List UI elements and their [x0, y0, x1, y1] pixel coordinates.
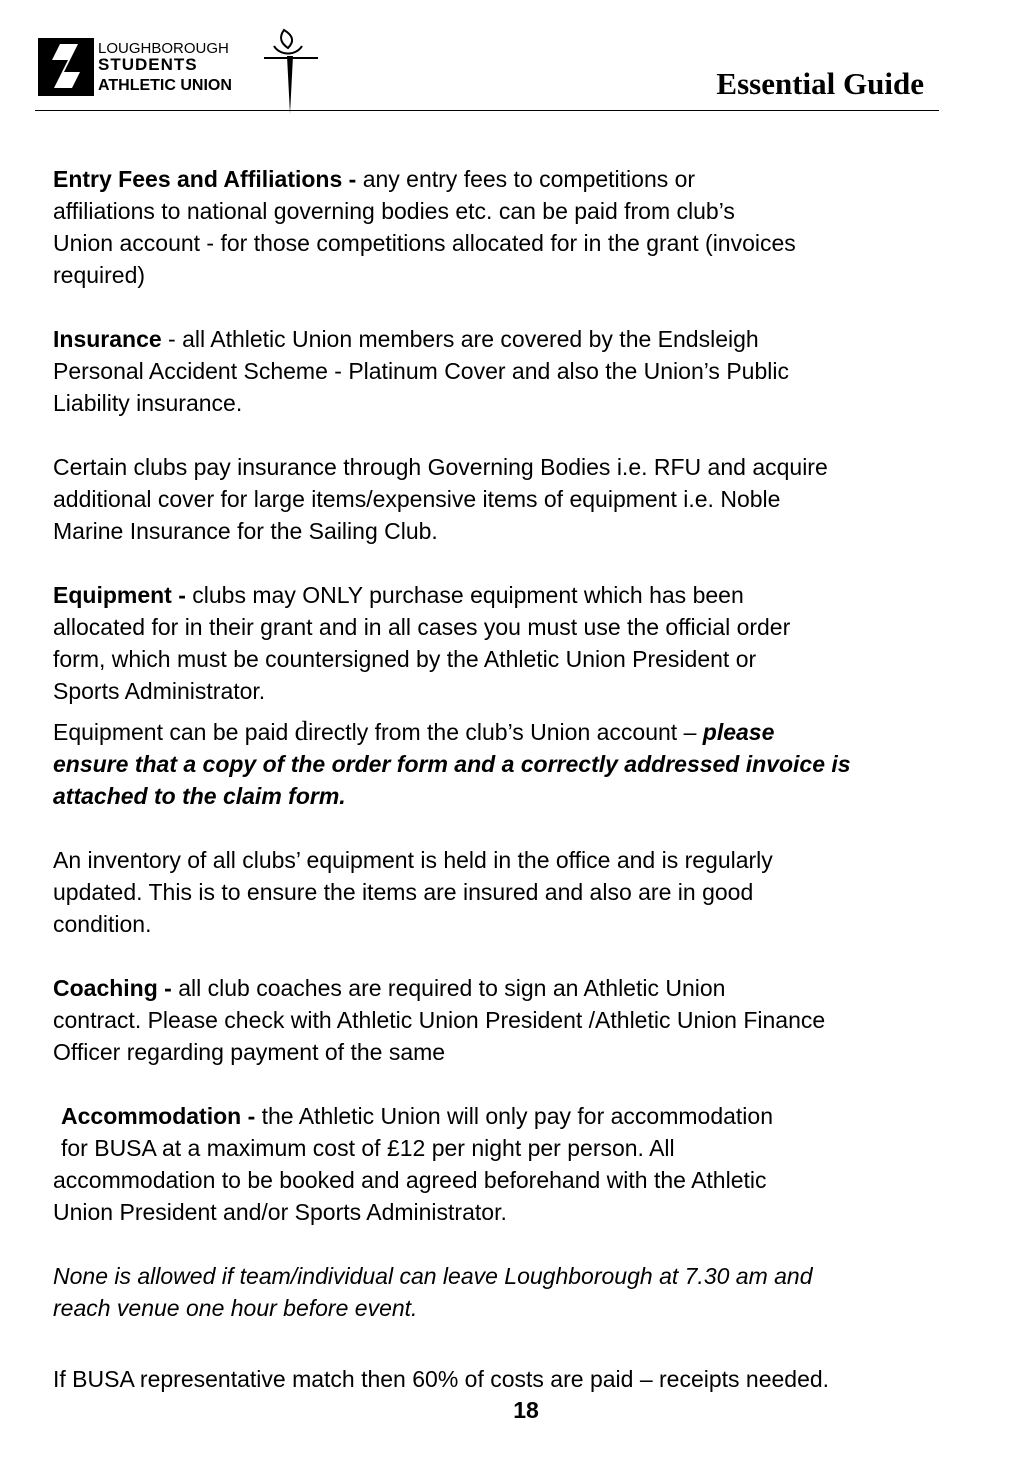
accommodation-line4: Union President and/or Sports Administrator. [53, 1199, 507, 1225]
coaching-heading: Coaching - [53, 975, 172, 1001]
accommodation-line3: accommodation to be booked and agreed beforehand with the Athletic [53, 1167, 767, 1193]
coaching-line1: all club coaches are required to sign an Athletic Union [171, 975, 726, 1001]
none-allowed-line1: None is allowed if team/individual can leave Loughborough at 7.30 am and [53, 1263, 813, 1289]
equipment-paid-emph3: attached to the claim form. [53, 783, 346, 809]
busa-line1: If BUSA representative match then 60% of costs are paid – receipts needed. [53, 1366, 830, 1392]
entry-fees-line4: required) [53, 262, 146, 288]
inventory-line3: condition. [53, 911, 152, 937]
equipment-line4: Sports Administrator. [53, 678, 266, 704]
equipment-paid-emph1: please [702, 719, 775, 745]
none-allowed-paragraph [53, 1260, 983, 1324]
insurance-heading: Insurance [53, 326, 162, 352]
accommodation-paragraph [53, 1100, 983, 1228]
torch-emblem-icon [264, 30, 318, 114]
equipment-paid-emph2: ensure that a copy of the order form and a correctly addressed invoice is [53, 751, 851, 777]
page-header [0, 0, 1024, 115]
logo-line1: LOUGHBOROUGH [98, 40, 229, 57]
equipment-line2: allocated for in their grant and in all cases you must use the official order [53, 614, 791, 640]
equipment-paid-d: d [294, 716, 309, 746]
certain-clubs-line1: Certain clubs pay insurance through Governing Bodies i.e. RFU and acquire [53, 454, 828, 480]
document-body [53, 163, 983, 1395]
equipment-paid-paragraph [53, 715, 983, 812]
coaching-line3: Officer regarding payment of the same [53, 1039, 446, 1065]
header-divider [35, 110, 939, 111]
equipment-heading: Equipment - [53, 582, 186, 608]
inventory-paragraph [53, 844, 983, 940]
coaching-paragraph [53, 972, 983, 1068]
entry-fees-line1: any entry fees to competitions or [356, 166, 696, 192]
entry-fees-heading: Entry Fees and Affiliations - [53, 166, 357, 192]
certain-clubs-paragraph [53, 451, 983, 547]
inventory-line2: updated. This is to ensure the items are insured and also are in good [53, 879, 754, 905]
equipment-paid-pre: Equipment can be paid [53, 719, 295, 745]
certain-clubs-line2: additional cover for large items/expensive items of equipment i.e. Noble [53, 486, 781, 512]
accommodation-heading: Accommodation - [61, 1103, 256, 1129]
coaching-line2: contract. Please check with Athletic Union President /Athletic Union Finance [53, 1007, 826, 1033]
logo [38, 26, 328, 116]
accommodation-line1: the Athletic Union will only pay for accommodation [255, 1103, 773, 1129]
logo-s-badge-icon [38, 38, 94, 96]
entry-fees-line2: affiliations to national governing bodies etc. can be paid from club’s [53, 198, 735, 224]
insurance-paragraph [53, 323, 983, 419]
equipment-paid-post: irectly from the club’s Union account – [308, 719, 703, 745]
none-allowed-line2: reach venue one hour before event. [53, 1295, 418, 1321]
insurance-line3: Liability insurance. [53, 390, 243, 416]
certain-clubs-line3: Marine Insurance for the Sailing Club. [53, 518, 438, 544]
page-number: 18 [513, 1397, 539, 1423]
accommodation-line2: for BUSA at a maximum cost of £12 per night per person. All [61, 1135, 675, 1161]
insurance-line2: Personal Accident Scheme - Platinum Cover and also the Union’s Public [53, 358, 789, 384]
inventory-line1: An inventory of all clubs’ equipment is held in the office and is regularly [53, 847, 773, 873]
equipment-paragraph [53, 579, 983, 707]
page-title: Essential Guide [716, 66, 924, 101]
insurance-line1: - all Athletic Union members are covered by the Endsleigh [161, 326, 759, 352]
busa-paragraph [53, 1363, 983, 1395]
entry-fees-paragraph [53, 163, 983, 291]
equipment-line1: clubs may ONLY purchase equipment which has been [185, 582, 744, 608]
equipment-line3: form, which must be countersigned by the Athletic Union President or [53, 646, 757, 672]
logo-line2: STUDENTS [98, 55, 198, 74]
logo-line3: ATHLETIC UNION [98, 77, 232, 94]
entry-fees-line3: Union account - for those competitions allocated for in the grant (invoices [53, 230, 796, 256]
